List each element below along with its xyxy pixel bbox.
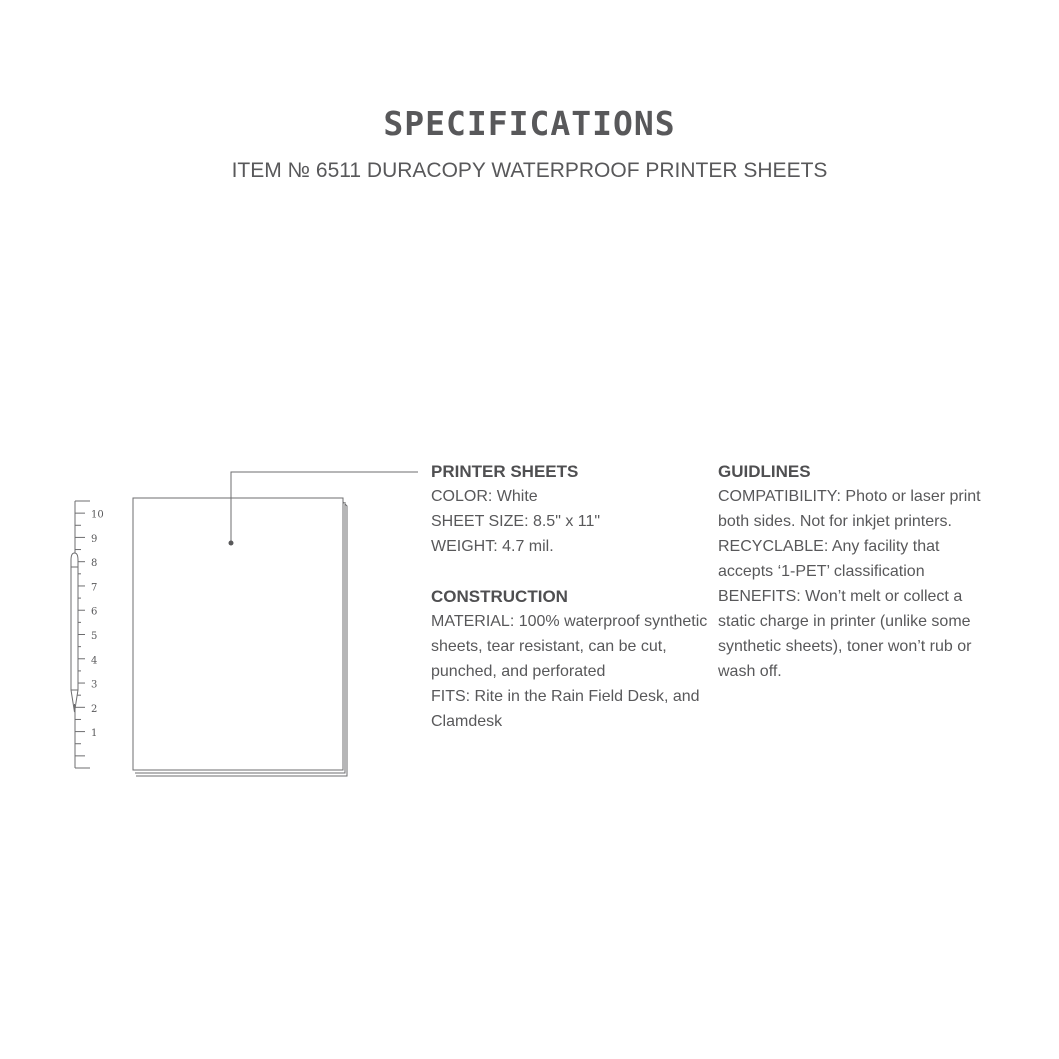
section-title-guidelines: GUIDLINES [718,462,811,481]
ruler-label: 8 [91,558,98,570]
spec-line: BENEFITS: Won’t melt or collect a [718,588,963,605]
spec-line: both sides. Not for inkjet printers. [718,513,952,530]
page-title: SPECIFICATIONS [383,104,676,143]
right-column [718,459,988,684]
printer-sheets-section [431,459,716,559]
spec-line: SHEET SIZE: 8.5" x 11" [431,513,601,530]
spec-line: wash off. [718,663,782,680]
spec-line: MATERIAL: 100% waterproof synthetic [431,613,708,630]
ruler-label: 3 [91,679,98,691]
ruler-labels [91,510,104,739]
sheet-stack-icon [133,498,347,776]
spec-line: RECYCLABLE: Any facility that [718,538,940,555]
construction-section [431,584,716,734]
spec-line: COMPATIBILITY: Photo or laser print [718,488,981,505]
spec-line: WEIGHT: 4.7 mil. [431,538,554,555]
ruler-label: 6 [91,606,98,618]
pencil-icon [71,553,78,712]
page-subtitle: ITEM № 6511 DURACOPY WATERPROOF PRINTER SHEETS [231,159,828,182]
spec-line: punched, and perforated [431,663,606,680]
spec-line: sheets, tear resistant, can be cut, [431,638,667,655]
spec-line: COLOR: White [431,488,538,505]
section-title-printer-sheets: PRINTER SHEETS [431,462,579,481]
spec-line: Clamdesk [431,713,503,730]
spec-line: accepts ‘1-PET’ classification [718,563,925,580]
ruler-label: 10 [91,509,104,521]
ruler-label: 5 [91,631,98,642]
ruler-label: 4 [91,655,98,667]
ruler-label: 1 [91,728,98,740]
section-title-construction: CONSTRUCTION [431,587,568,606]
guidelines-section [718,459,988,684]
left-column [431,459,716,734]
spec-line: static charge in printer (unlike some [718,613,971,630]
spec-line: FITS: Rite in the Rain Field Desk, and [431,688,700,705]
ruler-label: 2 [91,703,98,715]
ruler-label: 7 [91,582,98,594]
ruler-label: 9 [91,533,98,545]
spec-line: synthetic sheets), toner won’t rub or [718,638,972,655]
